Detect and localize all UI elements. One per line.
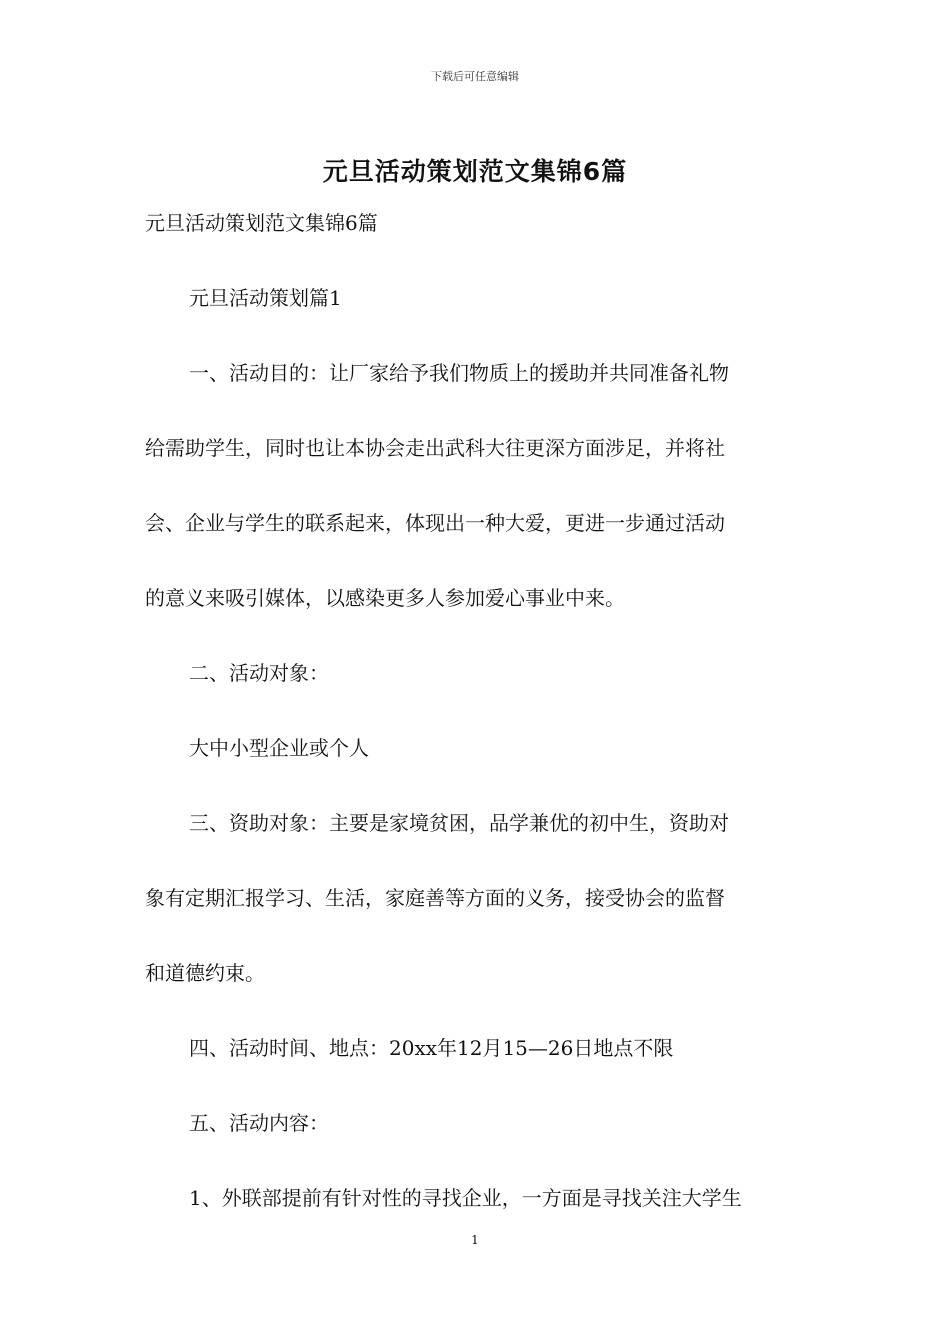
body-line: 会、企业与学生的联系起来，体现出一种大爱，更进一步通过活动 [145,511,725,535]
body-line: 和道德约束。 [145,961,265,985]
body-line: 元旦活动策划范文集锦6篇 [145,211,378,235]
document-title: 元旦活动策划范文集锦6篇 [322,157,628,186]
body-line: 的意义来吸引媒体，以感染更多人参加爱心事业中来。 [145,586,625,610]
body-line: 三、资助对象：主要是家境贫困，品学兼优的初中生，资助对 [189,811,729,835]
body-line: 二、活动对象： [189,661,329,685]
body-line: 给需助学生，同时也让本协会走出武科大往更深方面涉足，并将社 [145,436,725,460]
body-line: 五、活动内容： [189,1111,329,1135]
body-line: 大中小型企业或个人 [189,736,369,760]
page-number: 1 [471,1233,479,1247]
header-note: 下载后可任意编辑 [431,70,519,83]
body-line: 1、外联部提前有针对性的寻找企业，一方面是寻找关注大学生 [189,1186,742,1210]
body-line: 元旦活动策划篇1 [189,286,342,310]
document-body [145,204,810,1217]
body-line: 一、活动目的：让厂家给予我们物质上的援助并共同准备礼物 [189,361,729,385]
body-line: 象有定期汇报学习、生活，家庭善等方面的义务，接受协会的监督 [145,886,725,910]
body-line: 四、活动时间、地点：20xx年12月15—26日地点不限 [189,1036,674,1060]
